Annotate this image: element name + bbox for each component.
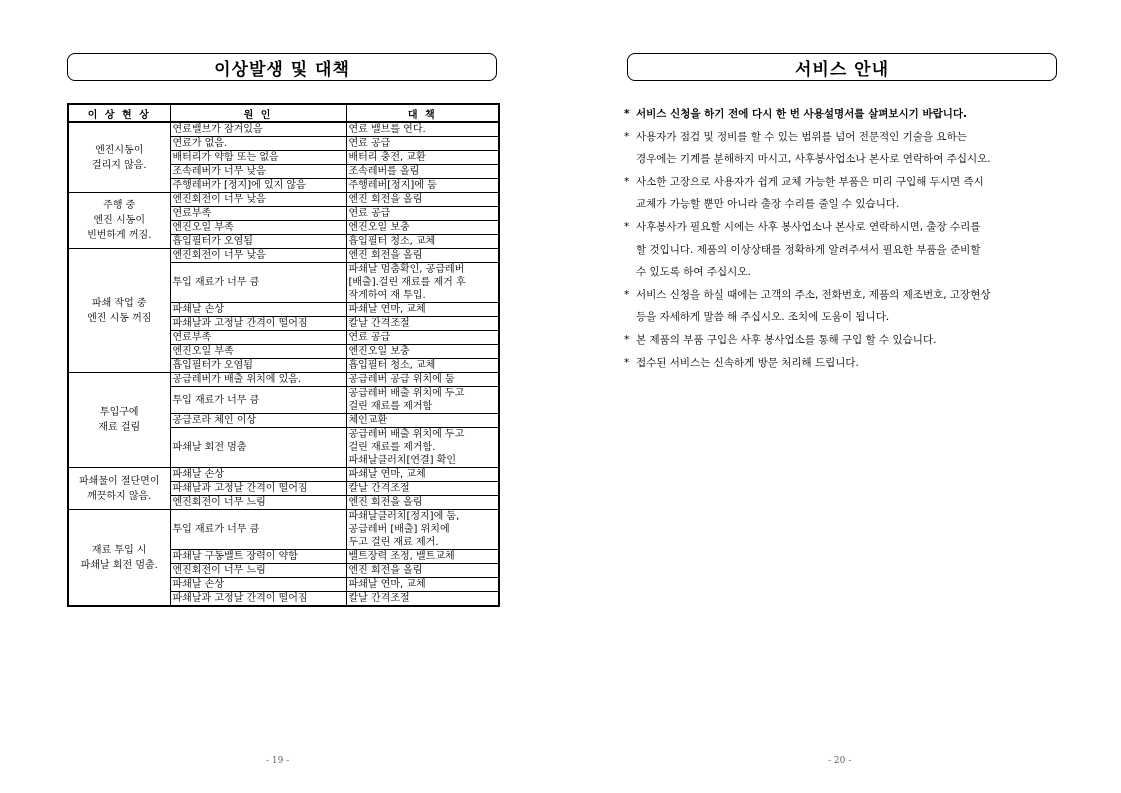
header-remedy: 대 책	[346, 104, 499, 122]
service-title: 서비스 안내	[627, 53, 1057, 81]
cause-cell: 주행레버가 [정지]에 있지 않음	[170, 179, 346, 193]
symptom-cell: 엔진시동이 걸리지 않음.	[68, 122, 170, 193]
service-item	[624, 329, 1084, 352]
remedy-cell: 엔진 회전을 올림	[346, 249, 499, 263]
troubleshooting-title: 이상발생 및 대책	[67, 53, 497, 81]
remedy-cell: 연료 공급	[346, 331, 499, 345]
cause-cell: 파쇄날 손상	[170, 578, 346, 592]
remedy-cell: 공급레버 배출 위치에 두고 걸린 재료를 제거함. 파쇄날클러치[연결] 확인	[346, 428, 499, 468]
remedy-cell: 엔진오일 보충	[346, 221, 499, 235]
remedy-cell: 엔진 회전을 올림	[346, 193, 499, 207]
page-19	[0, 0, 560, 793]
cause-cell: 엔진회전이 너무 느림	[170, 564, 346, 578]
cause-cell: 엔진회전이 너무 느림	[170, 496, 346, 510]
table-row	[68, 193, 499, 207]
remedy-cell: 주행레버[정지]에 둠	[346, 179, 499, 193]
troubleshooting-table	[67, 103, 500, 607]
bullet-mark: *	[624, 288, 630, 301]
service-item-text: 서비스 신청을 하기 전에 다시 한 번 사용설명서를 살펴보시기 바랍니다.	[636, 108, 968, 120]
remedy-cell: 공급레버 공급 위치에 둠	[346, 373, 499, 387]
remedy-cell: 파쇄날 연마, 교체	[346, 303, 499, 317]
table-header-row	[68, 104, 499, 122]
service-item-text: 사소한 고장으로 사용자가 쉽게 교체 가능한 부품은 미리 구입해 두시면 즉시 교체가 가능할 뿐만 아니라 출장 수리를 줄일 수 있습니다.	[636, 175, 984, 211]
remedy-cell: 파쇄날 멈춤확인, 공급레버 [배출].걸린 재료를 제거 후 작게하여 재 투입.	[346, 263, 499, 303]
cause-cell: 공급로라 체인 이상	[170, 414, 346, 428]
cause-cell: 파쇄날과 고정날 간격이 떨어짐	[170, 317, 346, 331]
symptom-cell: 파쇄 작업 중 엔진 시동 꺼짐	[68, 249, 170, 373]
remedy-cell: 연료 공급	[346, 137, 499, 151]
remedy-cell: 엔진오일 보충	[346, 345, 499, 359]
symptom-cell: 투입구에 재료 걸림	[68, 373, 170, 468]
table-row	[68, 510, 499, 550]
cause-cell: 엔진회전이 너무 낮음	[170, 249, 346, 263]
cause-cell: 공급레버가 배출 위치에 있음.	[170, 373, 346, 387]
cause-cell: 파쇄날과 고정날 간격이 떨어짐	[170, 592, 346, 607]
page-20	[560, 0, 1121, 793]
cause-cell: 파쇄날 회전 멈춤	[170, 428, 346, 468]
cause-cell: 파쇄날 구동밸트 장력이 약함	[170, 550, 346, 564]
remedy-cell: 조속레버를 올림	[346, 165, 499, 179]
cause-cell: 배터리가 약함 또는 없음	[170, 151, 346, 165]
remedy-cell: 흡입필터 청소, 교체	[346, 235, 499, 249]
service-item-text: 사용자가 점검 및 정비를 할 수 있는 범위를 넘어 전문적인 기술을 요하는 경우에는 기계를 분해하지 마시고, 사후봉사업소나 본사로 연락하여 주십시오.	[636, 130, 991, 166]
table-row	[68, 373, 499, 387]
cause-cell: 연료밸브가 잠겨있음	[170, 122, 346, 137]
cause-cell: 연료가 없음.	[170, 137, 346, 151]
remedy-cell: 칼날 간격조절	[346, 592, 499, 607]
remedy-cell: 칼날 간격조절	[346, 482, 499, 496]
table-row	[68, 249, 499, 263]
symptom-cell: 파쇄물이 절단면이 깨끗하지 않음.	[68, 468, 170, 510]
cause-cell: 엔진오일 부족	[170, 221, 346, 235]
remedy-cell: 체인교환	[346, 414, 499, 428]
remedy-cell: 파쇄날 연마, 교체	[346, 578, 499, 592]
bullet-mark: *	[624, 220, 630, 233]
service-item-text: 서비스 신청을 하실 때에는 고객의 주소, 전화번호, 제품의 제조번호, 고장현상 등을 자세하게 말씀 해 주십시오. 조치에 도움이 됩니다.	[636, 288, 991, 324]
cause-cell: 연료부족	[170, 331, 346, 345]
remedy-cell: 칼날 간격조절	[346, 317, 499, 331]
service-item-text: 접수된 서비스는 신속하게 방문 처리해 드립니다.	[636, 356, 859, 369]
service-item	[624, 216, 1084, 284]
cause-cell: 엔진오일 부족	[170, 345, 346, 359]
service-item-text: 사후봉사가 필요할 시에는 사후 봉사업소나 본사로 연락하시면, 출장 수리를 할 것입니다. 제품의 이상상태를 정확하게 알려주셔서 필요한 부품을 준비할 수 있도록 하여 주십시오.	[636, 220, 981, 279]
symptom-cell: 주행 중 엔진 시동이 빈번하게 꺼짐.	[68, 193, 170, 249]
service-item	[624, 103, 1084, 126]
service-item-text: 본 제품의 부품 구입은 사후 봉사업소를 통해 구입 할 수 있습니다.	[636, 333, 937, 346]
remedy-cell: 배터리 충전, 교환	[346, 151, 499, 165]
page-number: - 19 -	[266, 756, 290, 766]
cause-cell: 투입 재료가 너무 큼	[170, 510, 346, 550]
cause-cell: 투입 재료가 너무 큼	[170, 263, 346, 303]
bullet-mark: *	[624, 108, 630, 120]
cause-cell: 파쇄날 손상	[170, 468, 346, 482]
service-item	[624, 171, 1084, 216]
service-item	[624, 284, 1084, 329]
remedy-cell: 흡입필터 청소, 교체	[346, 359, 499, 373]
remedy-cell: 밸트장력 조정, 밸트교체	[346, 550, 499, 564]
remedy-cell: 파쇄날 연마, 교체	[346, 468, 499, 482]
cause-cell: 투입 재료가 너무 큼	[170, 387, 346, 414]
cause-cell: 엔진회전이 너무 낮음	[170, 193, 346, 207]
cause-cell: 파쇄날과 고정날 간격이 떨어짐	[170, 482, 346, 496]
table-row	[68, 468, 499, 482]
bullet-mark: *	[624, 130, 630, 143]
bullet-mark: *	[624, 175, 630, 188]
bullet-mark: *	[624, 356, 630, 369]
cause-cell: 파쇄날 손상	[170, 303, 346, 317]
remedy-cell: 연료 밸브를 연다.	[346, 122, 499, 137]
header-cause: 원 인	[170, 104, 346, 122]
table-body	[68, 122, 499, 606]
table-row	[68, 122, 499, 137]
cause-cell: 흡입필터가 오염됨	[170, 359, 346, 373]
cause-cell: 흡입필터가 오염됨	[170, 235, 346, 249]
service-item	[624, 352, 1084, 375]
symptom-cell: 재료 투입 시 파쇄날 회전 멈춤.	[68, 510, 170, 607]
remedy-cell: 엔진 회전을 올림	[346, 564, 499, 578]
cause-cell: 조속레버가 너무 낮음	[170, 165, 346, 179]
service-list	[624, 103, 1084, 374]
remedy-cell: 연료 공급	[346, 207, 499, 221]
header-symptom: 이 상 현 상	[68, 104, 170, 122]
bullet-mark: *	[624, 333, 630, 346]
cause-cell: 연료부족	[170, 207, 346, 221]
service-item	[624, 126, 1084, 171]
remedy-cell: 파쇄날클러치[정지]에 둠, 공급레버 [배출] 위치에 두고 걸린 재료 제거.	[346, 510, 499, 550]
page-number: - 20 -	[828, 756, 852, 766]
remedy-cell: 공급레버 배출 위치에 두고 걸린 재료를 제거함	[346, 387, 499, 414]
remedy-cell: 엔진 회전을 올림	[346, 496, 499, 510]
